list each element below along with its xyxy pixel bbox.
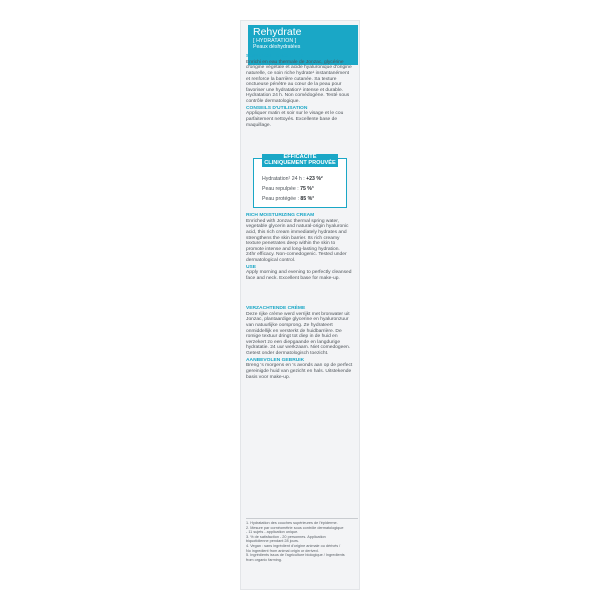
nl-title: VERZACHTENDE CRÈME (246, 306, 306, 311)
stat-protected (262, 196, 314, 202)
skin-type: Peaux déshydratées (253, 44, 301, 50)
badge-title-line1: EFFICACITÉ (283, 154, 317, 160)
footnote-line: 4. Vegan : sans ingrédient d'origine animale ou dérivés / (246, 543, 341, 548)
badge-title-line2: CLINIQUEMENT PROUVÉE (264, 160, 336, 166)
en-title: RICH MOISTURIZING CREAM (246, 213, 315, 218)
stat-label: Hydratation¹ 24 h : (262, 176, 307, 182)
footnote-line: 1. Hydratation des couches supérieures de l'épiderme. (246, 521, 338, 525)
footnote-line: - 11 sujets - application unique. (246, 530, 299, 535)
stat-hydration (262, 176, 323, 182)
brand-tagline: [ HYDRATATION ] (253, 38, 297, 44)
english-section (246, 213, 357, 283)
stat-value: +23 %² (306, 176, 323, 182)
footnote-line: No ingredient from animal origin or derived. (246, 548, 319, 553)
stat-plumped (262, 186, 314, 192)
footnote-line: 3. % de satisfaction - 20 personnes. Application (246, 534, 326, 539)
en-body: Enriched with Jonzac thermal spring water, vegetable glycerin and natural-origin hyaluronic acid, this rich cream immediately hydrates and strengthens the skin barrier. Its rich creamy texture penetrates deep within the skin to promote intense and long-lasting hydration. 24hr efficacy. Non-comedogenic. Tested under dermatological control. (246, 218, 349, 263)
nl-body: Deze rijke crème werd verrijkt met bronwater uit Jonzac, plantaardige glycerine en hyaluronzuur van natuurlijke oorsprong. Ze hydrateert onmiddellijk en versterkt de huidbarrière. De romige textuur dringt tot diep in de huid en verzekert zo een diepgaande en langdurige hydratatie. 24 uur werkzaam. Niet comedogeen. Getest onder dermatologisch toezicht. (246, 311, 351, 356)
fr-body: Enrichi en eau thermale de Jonzac, glycérine d'origine végétale et acide hyaluronique d'origine naturelle, ce soin riche hydrate¹ instantanément et renforce la barrière cutanée. Sa texture onctueuse pénètre au cœur de la peau pour favoriser une hydratation¹ intense et durable. Hydratation 24 h. Non comédogène. Testé sous contrôle dermatologique. (246, 59, 352, 104)
footnote-line: biquotidienne pendant 28 jours. (246, 539, 299, 544)
en-usage-body: Apply morning and evening to perfectly cleansed face and neck. Excellent base for make-up. (246, 270, 352, 281)
product-label-panel (240, 20, 360, 590)
en-usage-title: USE (246, 264, 257, 270)
fr-usage-title: CONSEILS D'UTILISATION (246, 105, 308, 111)
stat-label: Peau repulpée : (262, 186, 301, 192)
efficacy-badge (253, 154, 347, 208)
footnote-line: 5. Ingrédients issus de l'agriculture biologique / Ingredients (246, 553, 345, 558)
dutch-section (246, 306, 357, 381)
nl-usage-title: AANBEVOLEN GEBRUIK (246, 357, 305, 363)
stat-value: 75 %³ (300, 186, 314, 192)
badge-title (262, 154, 338, 167)
footnote-line: 2. Mesure par cornéométrie sous contrôle dermatologique (246, 525, 344, 530)
stat-value: 85 %³ (300, 196, 314, 202)
nl-usage-body: Breng 's morgens en 's avonds aan op de perfect gereinigde huid van gezicht en hals. Uitstekende basis voor make-up. (246, 363, 353, 380)
footnotes (246, 518, 358, 562)
stat-label: Peau protégée : (262, 196, 301, 202)
fr-title: SOIN RICHE ONCTUEUX (246, 54, 304, 59)
fr-usage-body: Appliquer matin et soir sur le visage et le cou parfaitement nettoyés. Excellente base de maquillage. (246, 111, 344, 128)
french-section (246, 54, 357, 129)
brand-title: Rehydrate (253, 26, 302, 38)
footnote-line: from organic farming. (246, 557, 282, 562)
